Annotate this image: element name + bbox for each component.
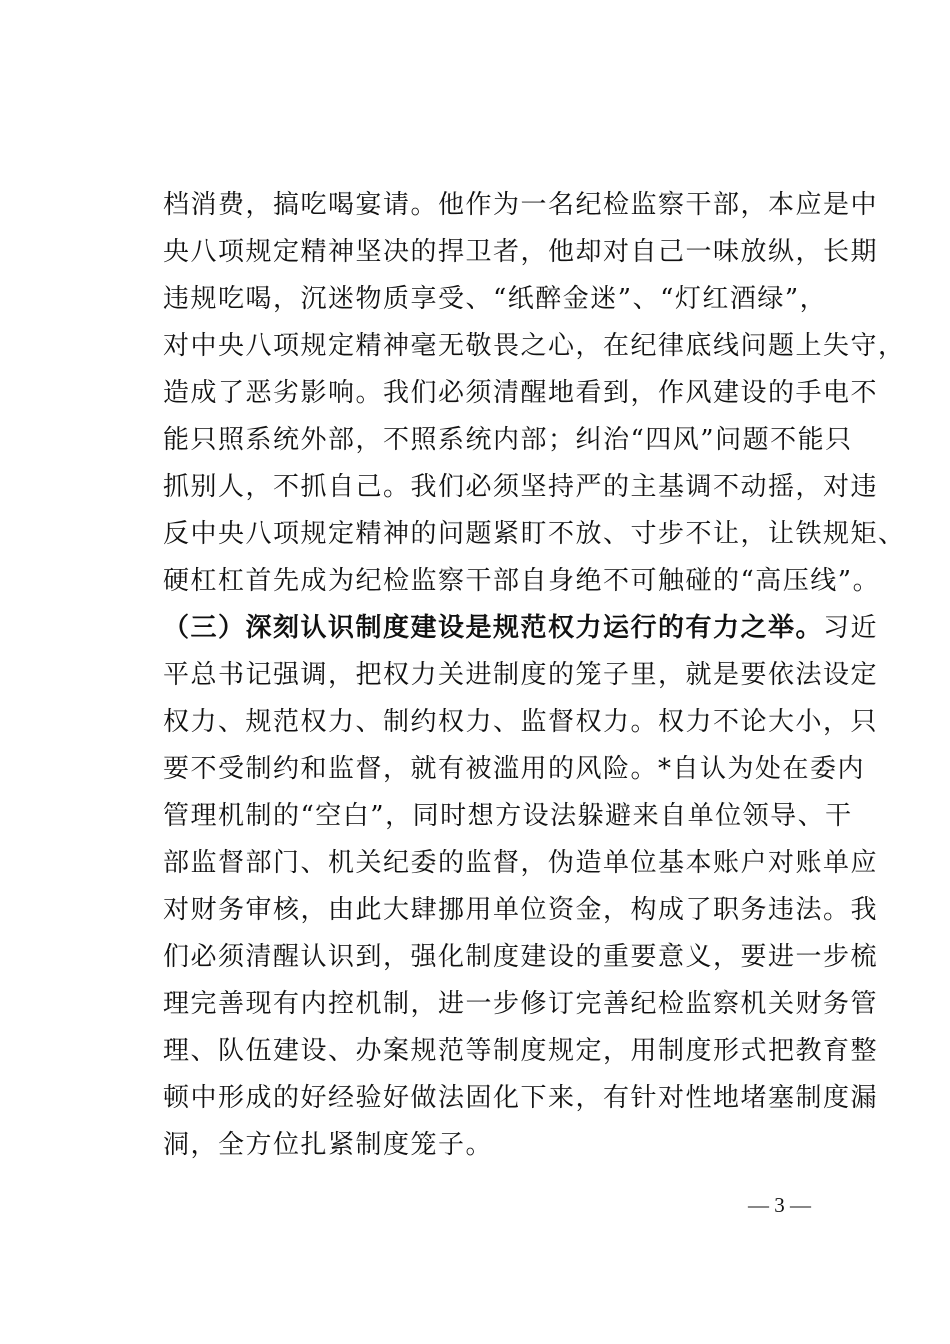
body-text-line: 洞，全方位扎紧制度笼子。 [163, 1130, 494, 1160]
body-text-line: 权力、规范权力、制约权力、监督权力。权力不论大小，只 [163, 707, 879, 737]
body-text-line: 央八项规定精神坚决的捍卫者，他却对自己一味放纵，长期 [163, 237, 879, 267]
body-text-line: 理、队伍建设、办案规范等制度规定，用制度形式把教育整 [163, 1036, 879, 1066]
body-text-line: 管理机制的“空白”，同时想方设法躲避来自单位领导、干 [163, 801, 853, 831]
body-text-line: 平总书记强调，把权力关进制度的笼子里，就是要依法设定 [163, 660, 879, 690]
body-text-line: 违规吃喝，沉迷物质享受、“纸醉金迷”、“灯红酒绿”， [163, 284, 828, 314]
body-text-line: 顿中形成的好经验好做法固化下来，有针对性地堵塞制度漏 [163, 1083, 879, 1113]
body-text-line: 们必须清醒认识到，强化制度建设的重要意义，要进一步梳 [163, 942, 879, 972]
body-text-line: 要不受制约和监督，就有被滥用的风险。*自认为处在委内 [163, 754, 866, 784]
body-text-line: 对中央八项规定精神毫无敬畏之心，在纪律底线问题上失守， [163, 331, 906, 361]
body-text-line: 对财务审核，由此大肆挪用单位资金，构成了职务违法。我 [163, 895, 879, 925]
body-text-line: 硬杠杠首先成为纪检监察干部自身绝不可触碰的“高压线”。 [163, 566, 881, 596]
body-text-line: 理完善现有内控机制，进一步修订完善纪检监察机关财务管 [163, 989, 879, 1019]
body-text-fragment: 习近 [823, 613, 879, 643]
page-number: — 3 — [748, 1193, 811, 1217]
body-text-line: 档消费，搞吃喝宴请。他作为一名纪检监察干部，本应是中 [163, 190, 879, 220]
body-text-line: 抓别人，不抓自己。我们必须坚持严的主基调不动摇，对违 [163, 472, 879, 502]
section-heading-line [163, 613, 879, 643]
body-text-line: 部监督部门、机关纪委的监督，伪造单位基本账户对账单应 [163, 848, 879, 878]
section-heading: （三）深刻认识制度建设是规范权力运行的有力之举。 [163, 613, 824, 643]
body-text-line: 能只照系统外部，不照系统内部；纠治“四风”问题不能只 [163, 425, 853, 455]
body-text-line: 造成了恶劣影响。我们必须清醒地看到，作风建设的手电不 [163, 378, 879, 408]
body-text-line: 反中央八项规定精神的问题紧盯不放、寸步不让，让铁规矩、 [163, 519, 906, 549]
